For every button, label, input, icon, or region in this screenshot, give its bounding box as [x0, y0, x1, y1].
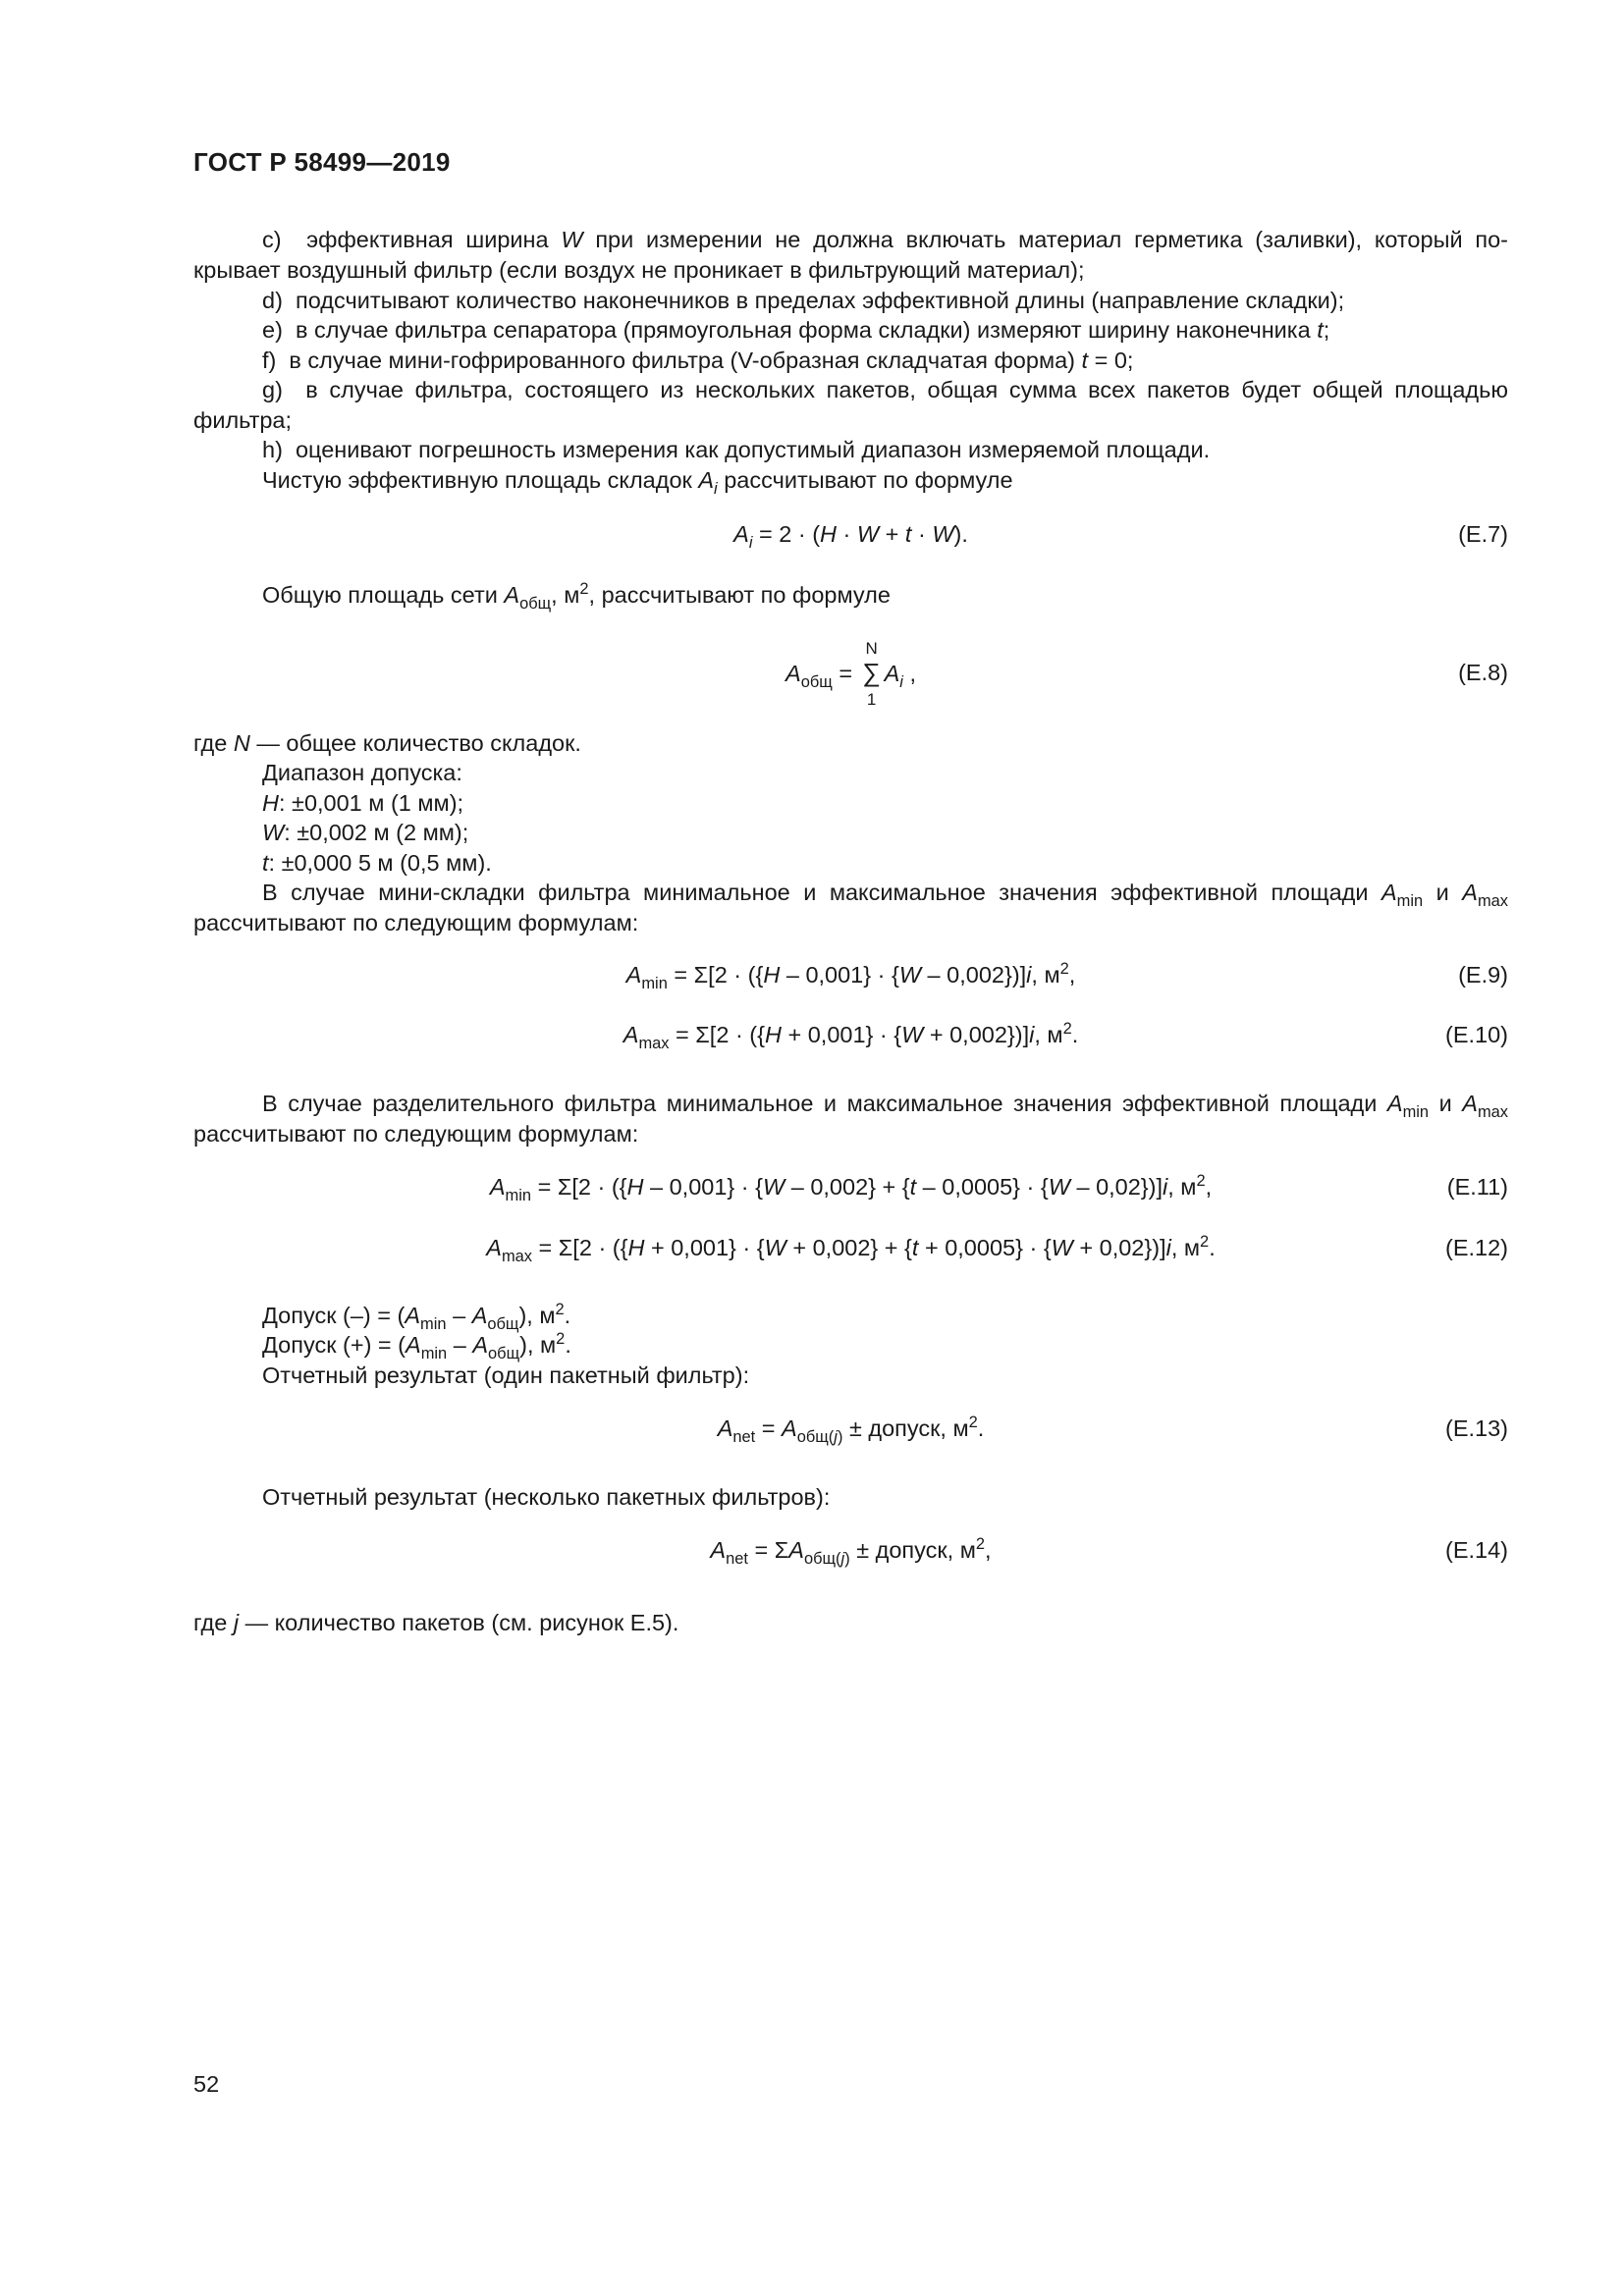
equation-number: (E.10)	[1445, 1022, 1508, 1047]
equation-e12	[193, 1231, 1508, 1264]
list-item-d: d) подсчитывают количество наконечников в пределах эффективной длины (направление складки);	[262, 288, 1345, 313]
tolerance-h: H: ±0,001 м (1 мм);	[262, 790, 464, 816]
equation-number: (E.13)	[1445, 1415, 1508, 1441]
document-header: ГОСТ Р 58499—2019	[193, 147, 451, 177]
list-item-h: h) оценивают погрешность измерения как допустимый диапазон измеряемой площади.	[262, 437, 1211, 462]
paragraph-total-area: Общую площадь сети $A_{общ}$, $м^2$, рассчитывают по формуле	[262, 579, 891, 613]
page-number: 52	[193, 2071, 220, 2097]
equation-e7-formula: $A_i = 2 \cdot (H \cdot W + t \cdot W)$.	[733, 521, 968, 552]
equation-e8	[193, 639, 1508, 709]
summation-sign: N ∑ 1	[862, 639, 881, 709]
list-item-f: f) в случае мини-гофрированного фильтра (V-образная складчатая форма) t = 0;	[262, 347, 1134, 373]
list-item-e: e) в случае фильтра сепаратора (прямоугольная форма складки) измеряют ширину наконечника t;	[262, 317, 1330, 343]
equation-e11-formula: $A_{min} = \Sigma[2 \cdot (\{H - 0,001\} \cdot \{W - 0,002\} + \{t - 0,0005\} \cdot \{W - 0,02\})]i$, $м^2$,	[489, 1171, 1213, 1204]
equation-e10	[193, 1018, 1508, 1051]
paragraph-mini-pleat: В случае мини-складки фильтра минимальное и максимальное значения эффективной площади $A_{min}$ и $A_{max}$ рассчитывают по следующим формулам:	[193, 880, 1509, 935]
equation-number: (E.14)	[1445, 1537, 1508, 1563]
paragraph-separator: В случае разделительного фильтра минимальное и максимальное значения эффективной площади $A_{min}$ и $A_{max}$ рассчитывают по следующим формулам:	[193, 1091, 1509, 1147]
equation-e12-formula: $A_{max} = \Sigma[2 \cdot (\{H + 0,001\} \cdot \{W + 0,002\} + \{t + 0,0005\} \cdot \{W + 0,02\})]i$, $м^2$.	[486, 1232, 1216, 1265]
where-j: где j — количество пакетов (см. рисунок E.5).	[193, 1610, 679, 1635]
equation-e9-formula: $A_{min} = \Sigma[2 \cdot (\{H - 0,001\} \cdot \{W - 0,002\})]i$, $м^2$,	[625, 959, 1076, 992]
equation-number: (E.9)	[1458, 962, 1508, 988]
tolerance-w: W: ±0,002 м (2 мм);	[262, 820, 469, 845]
equation-e9	[193, 958, 1508, 991]
equation-number: (E.12)	[1445, 1235, 1508, 1260]
tolerance-plus: Допуск (+) = $(A_{min} - A_{общ})$, $м^2$.	[262, 1329, 571, 1362]
tolerance-title: Диапазон допуска:	[262, 760, 462, 785]
equation-e14	[193, 1533, 1508, 1567]
equation-number: (E.8)	[1458, 660, 1508, 685]
list-item-c: c) эффективная ширина W при измерении не должна включать материал герметика (заливки), который по-крывает воздушный фильтр (если воздух не проникает в фильтрующий материал);	[193, 227, 1508, 283]
equation-e10-formula: $A_{max} = \Sigma[2 \cdot (\{H + 0,001\} \cdot \{W + 0,002\})]i$, $м^2$.	[623, 1019, 1079, 1052]
list-item-g: g) в случае фильтра, состоящего из нескольких пакетов, общая сумма всех пакетов будет общей площадью фильтра;	[193, 377, 1508, 433]
tolerance-minus: Допуск (–) = $(A_{min} - A_{общ})$, $м^2$.	[262, 1300, 571, 1333]
tolerance-t: t: ±0,000 5 м (0,5 мм).	[262, 850, 492, 876]
equation-e7	[193, 517, 1508, 551]
report-single: Отчетный результат (один пакетный фильтр):	[262, 1362, 750, 1388]
equation-number: (E.7)	[1458, 521, 1508, 547]
equation-e13-formula: $A_{net} = A_{общ(j)}$ ± допуск, $м^2$.	[717, 1413, 985, 1446]
report-multi: Отчетный результат (несколько пакетных фильтров):	[262, 1484, 831, 1510]
equation-e11	[193, 1170, 1508, 1203]
equation-number: (E.11)	[1446, 1174, 1508, 1200]
where-n: где N — общее количество складок.	[193, 730, 581, 756]
equation-e13	[193, 1412, 1508, 1445]
equation-e14-formula: $A_{net} = \Sigma A_{общ(j)}$ ± допуск, $м^2$,	[710, 1534, 992, 1568]
paragraph-net-area: Чистую эффективную площадь складок $A_i$ рассчитывают по формуле	[262, 467, 1013, 498]
equation-e8-formula: $A_{общ}$ = N ∑ 1 $A_i$ ,	[785, 639, 916, 709]
